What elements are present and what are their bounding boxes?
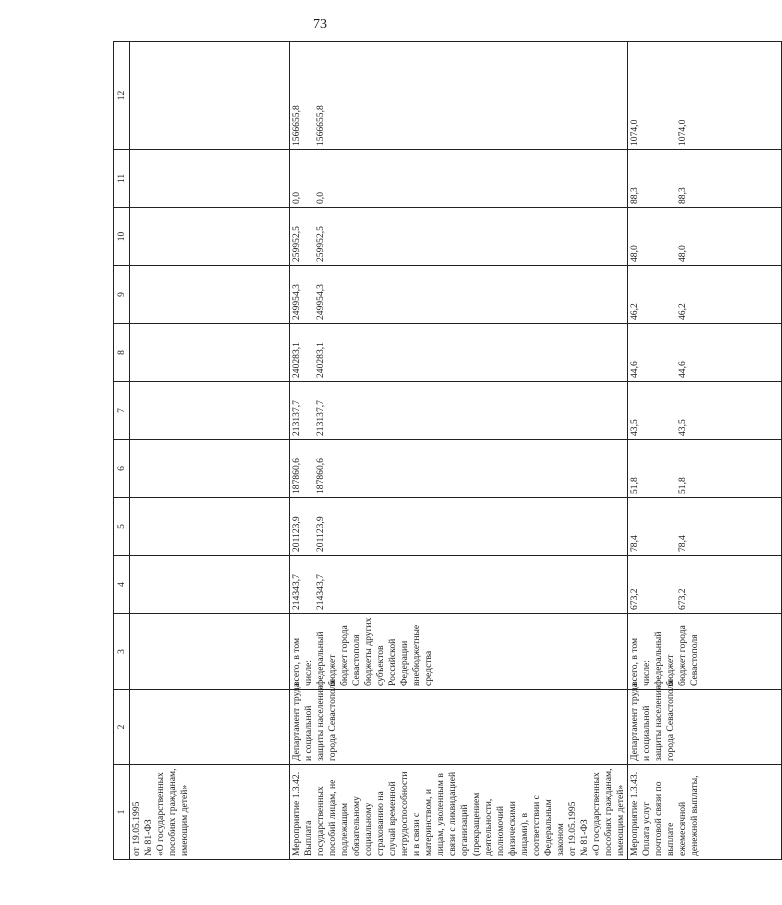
amount: 1074,0: [629, 119, 640, 146]
amount: [653, 269, 677, 320]
value-cell: [290, 266, 628, 324]
text-line: государственных: [315, 786, 326, 856]
funding-source-label: [653, 617, 677, 686]
amount: [363, 45, 411, 146]
amount: 240283,1: [315, 342, 326, 378]
event-description: [130, 765, 290, 860]
event-description: [628, 765, 782, 860]
amount: [339, 385, 363, 436]
text-line: законом: [555, 823, 566, 856]
text-line: Мероприятие 1.3.42.: [291, 771, 302, 856]
amount: [363, 385, 411, 436]
text-line: пособиях гражданам,: [167, 768, 178, 856]
col-num: 7: [114, 382, 130, 440]
text-line: «О государственных: [591, 772, 602, 856]
amount: [411, 211, 435, 262]
funding-source-label: [629, 617, 653, 686]
amount: [411, 45, 435, 146]
text-line: Департамент труда: [629, 683, 640, 761]
amount: [653, 501, 677, 552]
text-line: Федерации: [399, 640, 410, 686]
value-cell: [130, 324, 290, 382]
text-line: федеральный: [315, 631, 326, 686]
text-line: (прекращением: [471, 792, 482, 856]
value-cell: [130, 208, 290, 266]
page-number: 73: [313, 17, 327, 32]
value-cell: [628, 208, 782, 266]
amount: [411, 153, 435, 204]
col-num: 10: [114, 208, 130, 266]
text-line: числе:: [303, 660, 314, 686]
amount: 673,2: [629, 588, 640, 610]
amount: [339, 559, 363, 610]
value-cell: [290, 150, 628, 208]
amount: [411, 559, 435, 610]
text-line: пособиях гражданам,: [603, 768, 614, 856]
text-line: № 81-ФЗ: [143, 819, 154, 856]
executor-cell: [628, 680, 782, 765]
amount: [339, 211, 363, 262]
col-num: 6: [114, 440, 130, 498]
amount: 43,5: [677, 419, 688, 436]
value-cell: [628, 42, 782, 150]
text-line: и социальной: [303, 705, 314, 761]
value-cell: [290, 324, 628, 382]
text-line: Российской: [387, 638, 398, 686]
text-line: всего, в том: [291, 637, 302, 686]
text-line: физическими: [507, 801, 518, 856]
amount: [653, 385, 677, 436]
value-cell: [628, 440, 782, 498]
text-line: выплате: [665, 822, 676, 856]
text-line: обязательному: [351, 796, 362, 856]
text-line: Оплата услуг: [641, 801, 652, 856]
amount: 46,2: [677, 303, 688, 320]
value-cell: [290, 556, 628, 614]
amount: 213137,7: [291, 400, 302, 436]
amount: [411, 327, 435, 378]
col-num: 12: [114, 42, 130, 150]
amount: [363, 559, 411, 610]
amount: 51,8: [677, 477, 688, 494]
value-cell: [130, 498, 290, 556]
event-description: [290, 765, 628, 860]
table-row: [130, 42, 290, 860]
text-line: внебюджетные: [411, 624, 422, 686]
text-line: от 19.05.1995: [131, 801, 142, 856]
amount: [653, 443, 677, 494]
text-line: Севастополя: [351, 634, 362, 686]
amount: [339, 501, 363, 552]
col-num: 11: [114, 150, 130, 208]
col-num: 9: [114, 266, 130, 324]
amount: [653, 327, 677, 378]
amount: 78,4: [629, 535, 640, 552]
value-cell: [628, 556, 782, 614]
text-line: субъектов: [375, 645, 386, 686]
amount: 88,3: [677, 187, 688, 204]
amount: 213137,7: [315, 400, 326, 436]
col-num: 2: [114, 690, 130, 765]
col-num: 5: [114, 498, 130, 556]
text-line: имеющим детей»: [179, 784, 190, 856]
amount: [339, 45, 363, 146]
rotated-table-container: [113, 42, 700, 860]
amount: 51,8: [629, 477, 640, 494]
text-line: связи с ликвидацией: [447, 771, 458, 856]
amount: [411, 443, 435, 494]
amount: [339, 269, 363, 320]
text-line: социальному: [363, 802, 374, 856]
column-number-row: [114, 42, 130, 860]
amount: [363, 443, 411, 494]
text-line: денежной выплаты,: [689, 775, 700, 856]
amount: 0,0: [291, 192, 302, 204]
amount: 44,6: [677, 361, 688, 378]
col-num: 8: [114, 324, 130, 382]
amount: [339, 153, 363, 204]
amount: 78,4: [677, 535, 688, 552]
amount: 1074,0: [677, 119, 688, 146]
value-cell: [628, 150, 782, 208]
text-line: бюджет: [665, 654, 676, 686]
col-num: 1: [114, 765, 130, 860]
amount: 201123,9: [291, 516, 302, 552]
value-cell: [290, 208, 628, 266]
funding-source-label: [291, 617, 315, 686]
text-line: Федеральным: [543, 799, 554, 856]
amount: [411, 501, 435, 552]
amount: 214343,7: [291, 574, 302, 610]
text-line: бюджет города: [677, 625, 688, 686]
text-line: защиты населения: [653, 685, 664, 761]
amount: 201123,9: [315, 516, 326, 552]
amount: 88,3: [629, 187, 640, 204]
text-line: организаций: [459, 804, 470, 856]
amount: [363, 269, 411, 320]
amount: 259952,5: [315, 226, 326, 262]
value-cell: [628, 382, 782, 440]
source-cell: [628, 614, 782, 690]
source-cell: [290, 614, 628, 690]
text-line: средства: [423, 650, 434, 686]
amount: 259952,5: [291, 226, 302, 262]
amount: 46,2: [629, 303, 640, 320]
amount: [411, 269, 435, 320]
value-cell: [290, 382, 628, 440]
funding-source-label: [363, 617, 411, 686]
text-line: материнством, и: [423, 788, 434, 856]
amount: 187860,6: [291, 458, 302, 494]
value-cell: [130, 266, 290, 324]
amount: 43,5: [629, 419, 640, 436]
text-line: полномочий: [495, 805, 506, 856]
amount: 673,2: [677, 588, 688, 610]
executor-cell: [130, 690, 290, 765]
funding-source-label: [411, 617, 435, 686]
text-line: бюджет: [327, 654, 338, 686]
amount: [339, 443, 363, 494]
amount: [653, 153, 677, 204]
amount: [363, 153, 411, 204]
amount: 240283,1: [291, 342, 302, 378]
text-line: города Севастополя: [327, 680, 338, 761]
col-num: 3: [114, 614, 130, 690]
value-cell: [628, 266, 782, 324]
text-line: бюджеты других: [363, 617, 374, 686]
amount: 214343,7: [315, 574, 326, 610]
text-line: города Севастополя: [665, 680, 676, 761]
text-line: деятельности,: [483, 798, 494, 856]
value-cell: [130, 42, 290, 150]
amount: [653, 211, 677, 262]
text-line: лицами), в: [519, 812, 530, 856]
text-line: Департамент труда: [291, 683, 302, 761]
text-line: страхованию на: [375, 791, 386, 856]
amount: 249954,3: [315, 284, 326, 320]
amount: [363, 501, 411, 552]
col-num: 4: [114, 556, 130, 614]
text-line: Выплата: [303, 820, 314, 856]
value-cell: [130, 556, 290, 614]
amount: 48,0: [629, 245, 640, 262]
funding-source-label: [315, 617, 339, 686]
text-line: и в связи с: [411, 812, 422, 856]
text-line: федеральный: [653, 631, 664, 686]
text-line: числе:: [641, 660, 652, 686]
value-cell: [290, 42, 628, 150]
text-line: нетрудоспособности: [399, 771, 410, 856]
text-line: от 19.05.1995: [567, 801, 578, 856]
text-line: случай временной: [387, 781, 398, 856]
amount: 48,0: [677, 245, 688, 262]
funding-source-label: [677, 617, 701, 686]
text-line: подлежащим: [339, 802, 350, 856]
table-row: [290, 42, 628, 860]
amount: [653, 559, 677, 610]
amount: 187860,6: [315, 458, 326, 494]
text-line: № 81-ФЗ: [579, 819, 590, 856]
amount: [653, 45, 677, 146]
text-line: ежемесячной: [677, 801, 688, 856]
amount: [363, 211, 411, 262]
funding-source-label: [339, 617, 363, 686]
amount: 249954,3: [291, 284, 302, 320]
text-line: почтовой связи по: [653, 781, 664, 856]
text-line: и социальной: [641, 705, 652, 761]
text-line: «О государственных: [155, 772, 166, 856]
table-row: [628, 42, 782, 860]
text-line: соответствии с: [531, 795, 542, 856]
text-line: защиты населения: [315, 685, 326, 761]
value-cell: [628, 498, 782, 556]
value-cell: [290, 498, 628, 556]
value-cell: [130, 382, 290, 440]
text-line: бюджет города: [339, 625, 350, 686]
amount: [411, 385, 435, 436]
text-line: Севастополя: [689, 634, 700, 686]
amount: [339, 327, 363, 378]
value-cell: [130, 150, 290, 208]
value-cell: [290, 440, 628, 498]
amount: 44,6: [629, 361, 640, 378]
amount: 0,0: [315, 192, 326, 204]
amount: 1566655,8: [315, 105, 326, 146]
text-line: Мероприятие 1.3.43.: [629, 771, 640, 856]
text-line: пособий лицам, не: [327, 779, 338, 856]
executor-cell: [290, 680, 628, 765]
amount: 1566655,8: [291, 105, 302, 146]
value-cell: [130, 440, 290, 498]
text-line: лицам, уволенным в: [435, 773, 446, 856]
amount: [363, 327, 411, 378]
value-cell: [628, 324, 782, 382]
budget-table: [113, 41, 782, 860]
text-line: имеющим детей»: [615, 784, 626, 856]
text-line: всего, в том: [629, 637, 640, 686]
source-cell: [130, 614, 290, 690]
